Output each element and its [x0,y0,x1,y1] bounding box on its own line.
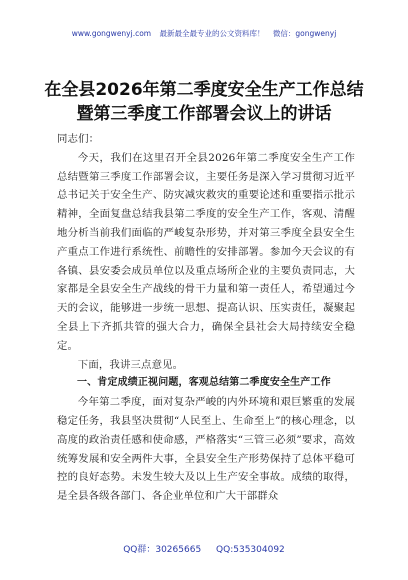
paragraph-intro: 今天，我们在这里召开全县2026年第二季度安全生产工作总结暨第三季度工作部署会议，主要任务是深入学习贯彻习近平总书记关于安全生产、防灾减灾救灾的重要论述和重要指示批示精神，全面复盘总结我县第二季度的安全生产工作，客观、清醒地分析当前我们面临的严峻复杂形势，并对第三季度全县安全生产重点工作进行系统性、前瞻性的安排部署。参加今天会议的有各镇、县安委会成员单位以及重点场所企业的主要负责同志，大家都是全县安全生产战线的骨干力量和第一责任人，希望通过今天的会议，能够进一步统一思想、提高认识、压实责任，凝聚起全县上下齐抓共管的强大合力，确保全县社会大局持续安全稳定。 [57,151,355,352]
paragraph-section-1: 今年第二季度，面对复杂严峻的内外环境和艰巨繁重的发展稳定任务，我县坚决贯彻“人民至上、生命至上”的核心理念，以高度的政治责任感和使命感，严格落实“三管三必须”要求，高效统筹发展和安全两件大事，全县安全生产形势保持了总体平稳可控的良好态势。未发生较大及以上生产安全事故。成绩的取得，是全县各级各部门、各企业单位和广大干部群众 [57,396,355,503]
document-body [57,130,355,506]
top-banner [0,29,408,39]
section-heading-1: 一、肯定成绩正视问题，客观总结第二季度安全生产工作 [77,377,331,389]
title-line-1: 在全县2026年第二季度安全生产工作总结 [44,80,364,100]
document-title [20,78,388,126]
qq-number: QQ:535304092 [216,545,285,555]
site-tagline: 最新最全最专业的公文资料库！ [159,29,265,38]
qq-group: QQ群：30265665 [123,545,202,555]
footer-contact [0,542,408,555]
wechat-id: 微信：gongwenyj [272,29,337,38]
paragraph-transition: 下面，我讲三点意见。 [77,358,184,371]
site-link[interactable]: www.gongwenyj.com [71,29,152,38]
salutation: 同志们： [57,133,100,145]
title-line-2: 暨第三季度工作部署会议上的讲话 [76,104,332,124]
